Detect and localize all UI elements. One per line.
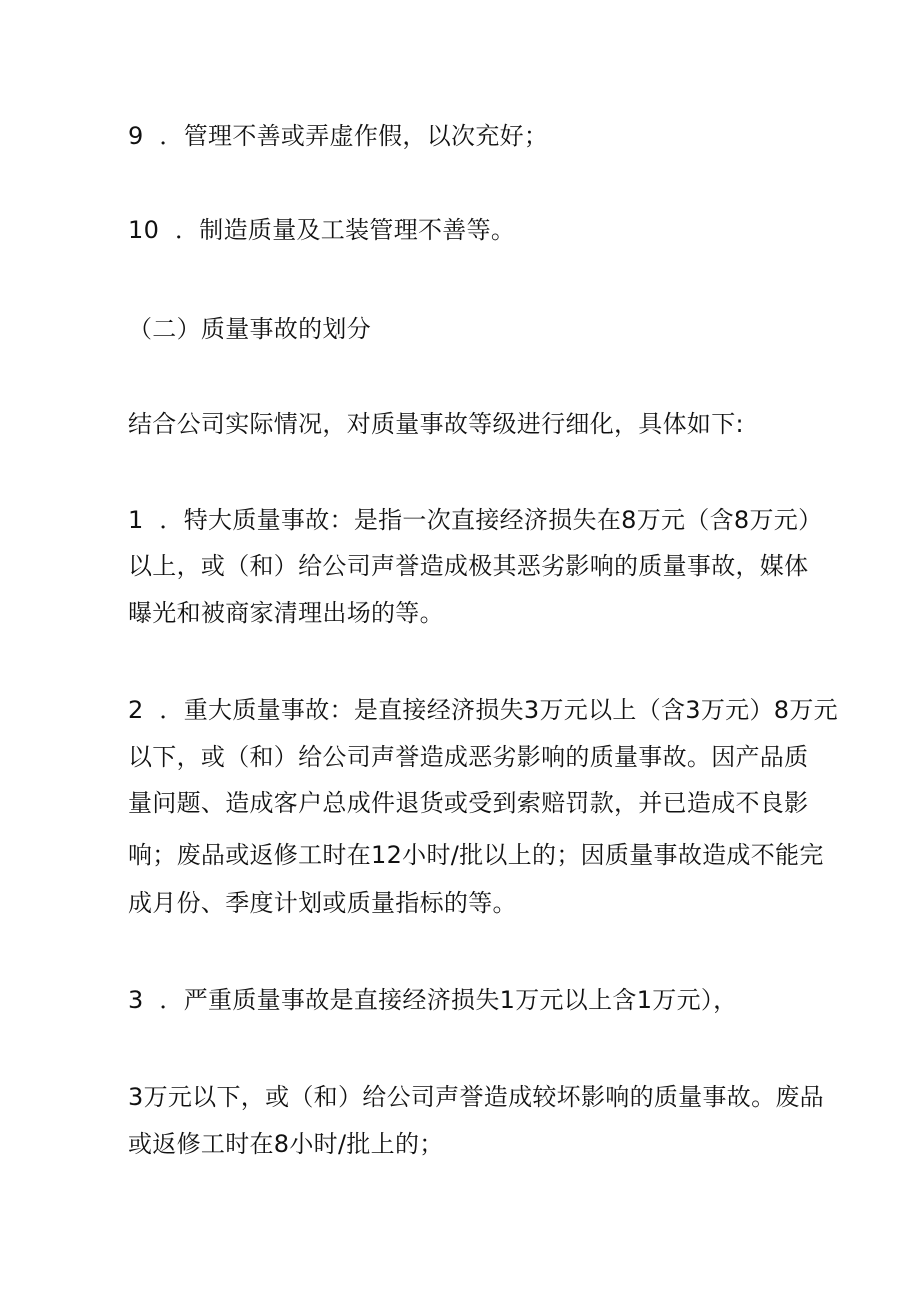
item-2-line-1: 2 ．重大质量事故：是直接经济损失3万元以上（含3万元）8万元 [128, 696, 838, 724]
item-2-line-3: 量问题、造成客户总成件退货或受到索赔罚款，并已造成不良影 [128, 789, 809, 817]
item-3-line-2: 3万元以下，或（和）给公司声誉造成较坏影响的质量事故。废品 [128, 1083, 824, 1111]
section-heading: （二）质量事故的划分 [128, 315, 371, 343]
list-item-9: 9 ．管理不善或弄虚作假，以次充好； [128, 122, 549, 150]
item-2-line-5: 成月份、季度计划或质量指标的等。 [128, 889, 517, 917]
item-3-line-3: 或返修工时在8小时/批上的； [128, 1130, 444, 1158]
list-item-10: 10 ．制造质量及工装管理不善等。 [128, 216, 516, 244]
item-2-line-2: 以下，或（和）给公司声誉造成恶劣影响的质量事故。因产品质 [128, 743, 809, 771]
item-1-line-2: 以上，或（和）给公司声誉造成极其恶劣影响的质量事故，媒体 [128, 552, 809, 580]
intro-paragraph: 结合公司实际情况，对质量事故等级进行细化，具体如下: [128, 410, 744, 438]
item-3-line-1: 3 ．严重质量事故是直接经济损失1万元以上含1万元）， [128, 986, 738, 1014]
item-1-line-3: 曝光和被商家清理出场的等。 [128, 599, 444, 627]
item-1-line-1: 1 ．特大质量事故：是指一次直接经济损失在8万元（含8万元） [128, 506, 823, 534]
item-2-line-4: 响；废品或返修工时在12小时/批以上的；因质量事故造成不能完 [128, 841, 824, 869]
